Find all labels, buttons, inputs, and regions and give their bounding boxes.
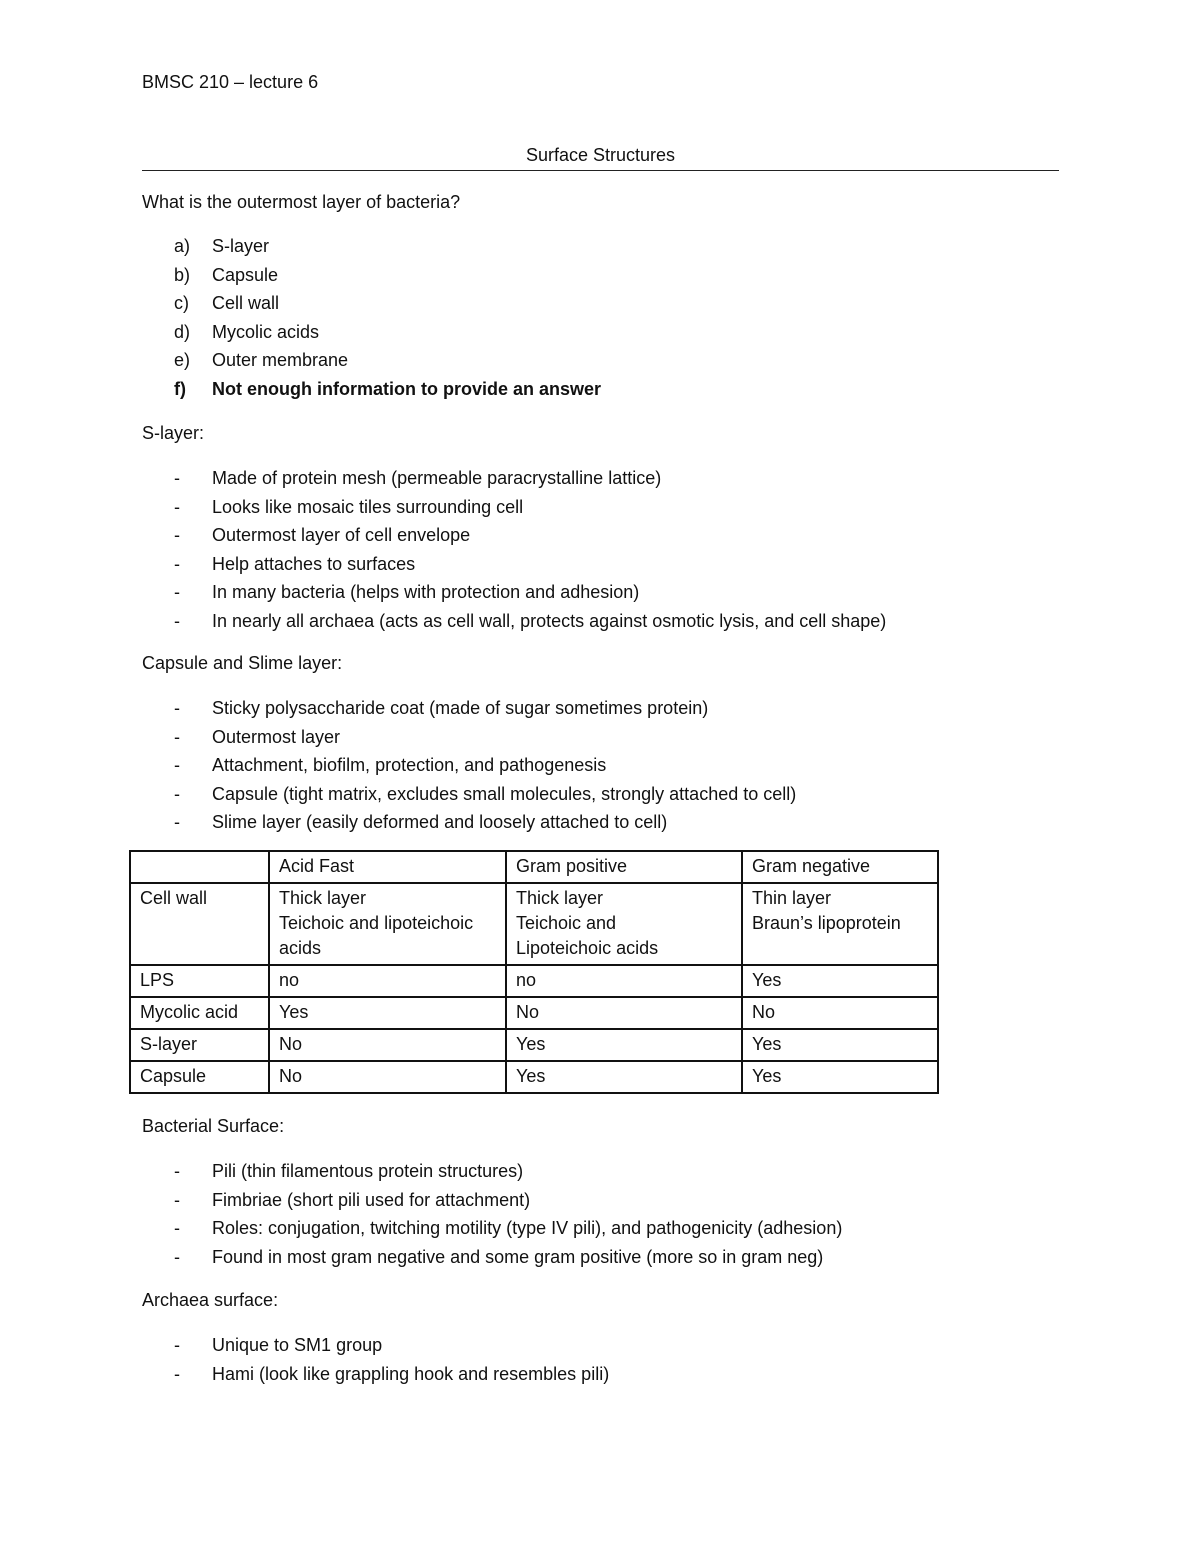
table-cell: No [269,1061,506,1093]
table-cell: No [742,997,938,1029]
title-divider [142,170,1059,171]
list-item: - Outermost layer [174,726,341,747]
list-item: - Fimbriae (short pili used for attachment) [174,1189,531,1210]
archaea-list [174,1331,609,1388]
table-row-cell-wall [130,883,938,965]
table-cell: S-layer [130,1029,269,1061]
answer-options [174,232,601,403]
option-e: e) Outer membrane [174,350,349,370]
slayer-list [174,464,886,635]
slayer-heading: S-layer: [142,423,205,443]
list-item: - Capsule (tight matrix, excludes small molecules, strongly attached to cell) [174,783,797,804]
archaea-heading: Archaea surface: [142,1290,279,1310]
table-cell: Yes [506,1061,742,1093]
table-cell: Yes [742,1061,938,1093]
list-item: - Attachment, biofilm, protection, and pathogenesis [174,755,607,775]
option-a: a) S-layer [174,236,270,256]
capsule-heading: Capsule and Slime layer: [142,653,343,673]
table-header-cell: Gram positive [506,851,742,883]
list-item: - Pili (thin filamentous protein structures) [174,1161,524,1181]
table-cell: Yes [506,1029,742,1061]
list-item: - Sticky polysaccharide coat (made of sugar sometimes protein) [174,698,709,718]
list-item: - Outermost layer of cell envelope [174,525,471,545]
table-cell: no [269,965,506,997]
question-prompt: What is the outermost layer of bacteria? [142,192,461,212]
list-item: - Unique to SM1 group [174,1335,383,1355]
table-header-cell: Gram negative [742,851,938,883]
table-header-cell: Acid Fast [269,851,506,883]
table-cell: LPS [130,965,269,997]
table-cell: Capsule [130,1061,269,1093]
table-row [130,1029,938,1061]
table-cell: Thick layer Teichoic and Lipoteichoic acids [506,883,742,965]
option-b: b) Capsule [174,264,279,285]
bacterial-list [174,1157,842,1271]
page-title: Surface Structures [525,145,676,165]
option-c: c) Cell wall [174,293,280,313]
table-row [130,1061,938,1093]
table-cell: Yes [742,1029,938,1061]
list-item: - Hami (look like grappling hook and resembles pili) [174,1363,610,1384]
list-item: - Made of protein mesh (permeable paracrystalline lattice) [174,468,662,488]
table-row [130,965,938,997]
course-header: BMSC 210 – lecture 6 [142,72,319,92]
table-cell: Thin layer Braun’s lipoprotein [742,883,938,965]
table-row [130,997,938,1029]
list-item: - Roles: conjugation, twitching motility (type IV pili), and pathogenicity (adhesion) [174,1218,843,1238]
table-cell: No [269,1029,506,1061]
table-cell: Cell wall [130,883,269,965]
table-cell: no [506,965,742,997]
list-item: - In many bacteria (helps with protection and adhesion) [174,582,640,602]
table-cell: Yes [742,965,938,997]
table-header-row [130,851,938,883]
table-header-cell [130,851,269,883]
list-item: - In nearly all archaea (acts as cell wall, protects against osmotic lysis, and cell shape) [174,610,887,631]
capsule-list [174,694,796,837]
list-item: - Looks like mosaic tiles surrounding cell [174,496,524,517]
table-cell: Mycolic acid [130,997,269,1029]
table-cell: Yes [269,997,506,1029]
list-item: - Found in most gram negative and some gram positive (more so in gram neg) [174,1246,824,1267]
bacterial-heading: Bacterial Surface: [142,1116,285,1136]
list-item: - Slime layer (easily deformed and loosely attached to cell) [174,812,668,832]
option-d: d) Mycolic acids [174,321,320,342]
table-cell: Thick layer Teichoic and lipoteichoic acids [269,883,506,965]
list-item: - Help attaches to surfaces [174,553,416,574]
table-cell: No [506,997,742,1029]
comparison-table [129,850,939,1094]
option-f-answer: f) Not enough information to provide an answer [174,378,602,399]
